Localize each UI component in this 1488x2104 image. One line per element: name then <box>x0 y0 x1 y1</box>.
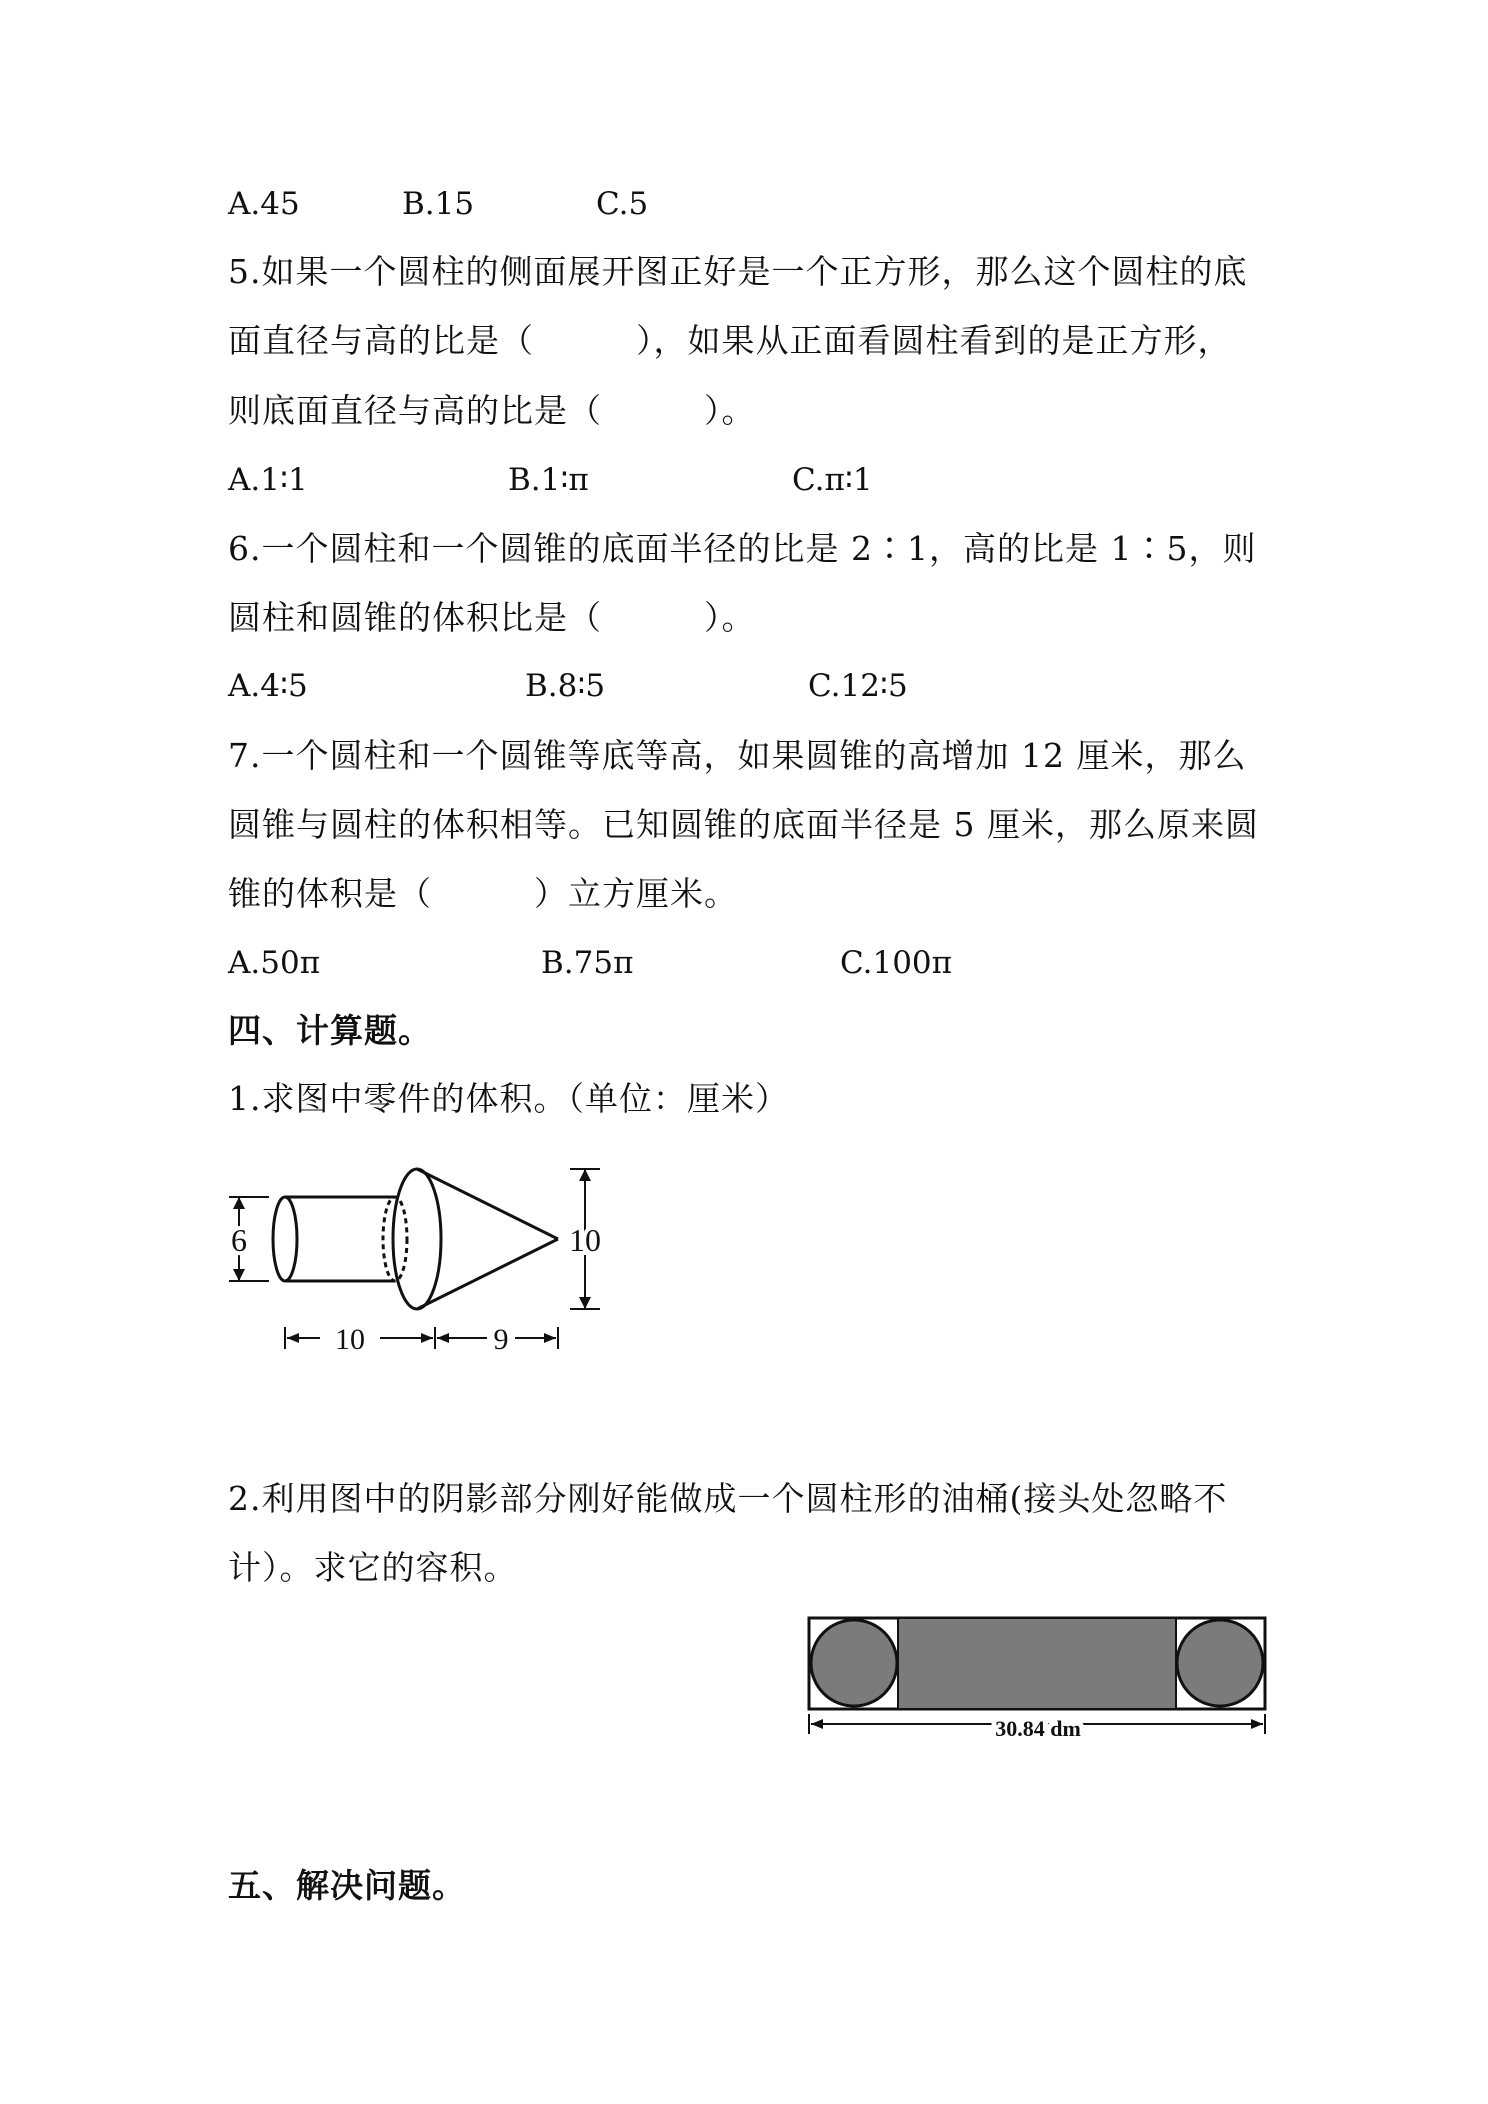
q6-line-1: 6.一个圆柱和一个圆锥的底面半径的比是 2∶1，高的比是 1∶5，则 <box>228 529 1257 568</box>
q6-option-c: C.12∶5 <box>808 668 908 704</box>
q7-option-a: A.50π <box>228 945 321 981</box>
part-figure <box>225 1155 615 1365</box>
q7-line-3: 锥的体积是（ ）立方厘米。 <box>228 874 738 913</box>
q5-line-1: 5.如果一个圆柱的侧面展开图正好是一个正方形，那么这个圆柱的底 <box>228 252 1248 291</box>
cylinder-front-face <box>273 1197 297 1281</box>
q6-line-2: 圆柱和圆锥的体积比是（ ）。 <box>228 598 756 637</box>
q5-line-2: 面直径与高的比是（ ），如果从正面看圆柱看到的是正方形， <box>228 321 1232 360</box>
q4-option-b: B.15 <box>402 186 475 222</box>
oil-drum-net-figure <box>806 1610 1271 1740</box>
q6-option-b: B.8∶5 <box>525 668 606 704</box>
label-cylinder-length: 10 <box>335 1323 365 1356</box>
problem-1-text: 1.求图中零件的体积。（单位：厘米） <box>228 1079 789 1118</box>
q5-option-c: C.π∶1 <box>792 462 873 498</box>
q7-option-c: C.100π <box>840 945 953 981</box>
q5-line-3: 则底面直径与高的比是（ ）。 <box>228 391 756 430</box>
problem-2-line-1: 2.利用图中的阴影部分刚好能做成一个圆柱形的油桶(接头处忽略不 <box>228 1479 1228 1518</box>
right-circle <box>1177 1620 1263 1706</box>
q4-option-c: C.5 <box>596 186 649 222</box>
cone-base <box>393 1169 441 1309</box>
q5-option-a: A.1∶1 <box>228 462 308 498</box>
section-4-title: 四、计算题。 <box>228 1011 432 1050</box>
left-circle <box>811 1620 897 1706</box>
label-cone-length: 9 <box>493 1323 509 1356</box>
q6-option-a: A.4∶5 <box>228 668 308 704</box>
section-5-title: 五、解决问题。 <box>228 1866 466 1905</box>
q4-option-a: A.45 <box>228 186 300 222</box>
side-rectangle <box>898 1618 1176 1709</box>
problem-2-line-2: 计）。求它的容积。 <box>228 1548 518 1587</box>
label-total-length: 30.84 dm <box>995 1716 1081 1740</box>
label-cylinder-diameter: 6 <box>231 1222 247 1258</box>
label-cone-diameter: 10 <box>569 1222 601 1258</box>
q7-line-2: 圆锥与圆柱的体积相等。已知圆锥的底面半径是 5 厘米，那么原来圆 <box>228 805 1259 844</box>
q7-option-b: B.75π <box>541 945 634 981</box>
q7-line-1: 7.一个圆柱和一个圆锥等底等高，如果圆锥的高增加 12 厘米，那么 <box>228 736 1247 775</box>
q5-option-b: B.1∶π <box>508 462 589 498</box>
